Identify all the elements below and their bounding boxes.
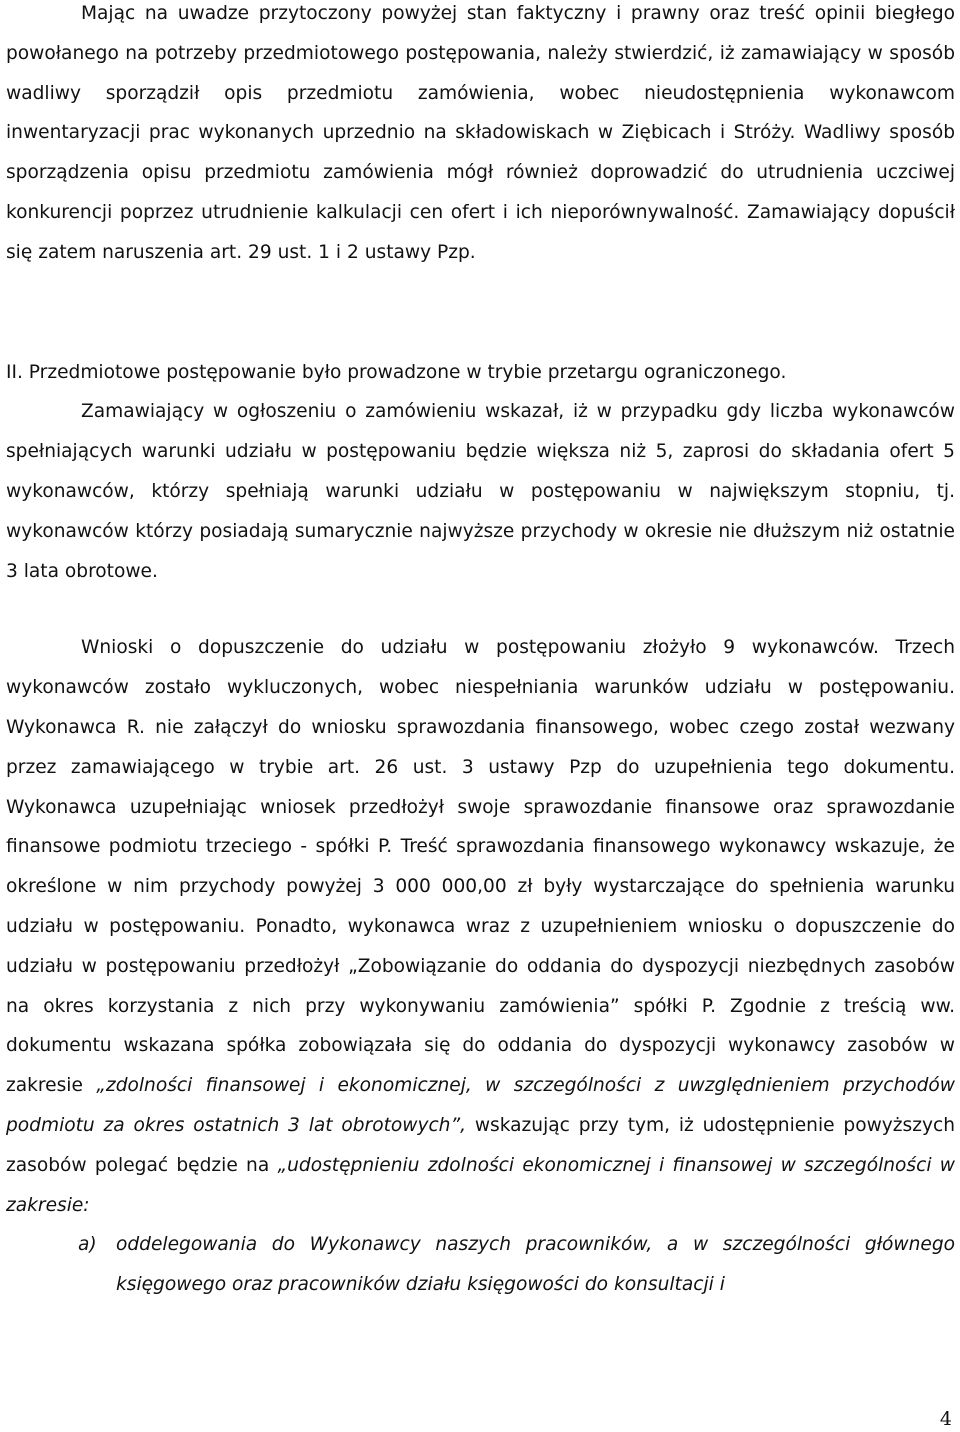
document-page [6, 0, 955, 1305]
paragraph-applications [6, 628, 955, 1225]
section-heading: II. Przedmiotowe postępowanie było prowadzone w trybie przetargu ograniczonego. [6, 361, 787, 383]
paragraph-spacer [6, 591, 955, 628]
list-marker: a) [78, 1234, 97, 1256]
paragraph-invitation-rules: Zamawiający w ogłoszeniu o zamówieniu wskazał, iż w przypadku gdy liczba wykonawców spełniających warunki udziału w postępowaniu będzie większa niż 5, zaprosi do składania ofert 5 wykonawców, którzy spełniają warunki udziału w postępowaniu w największym stopniu, tj. wykonawców którzy posiadają sumarycznie najwyższe przychody w okresie nie dłuższym niż ostatnie 3 lata obrotowe. [6, 401, 955, 582]
paragraph-text: Wnioski o dopuszczenie do udziału w postępowaniu złożyło 9 wykonawców. Trzech wykonawców zostało wykluczonych, wobec niespełniania warunków udziału w postępowaniu. Wykonawca R. nie załączył do wniosku sprawozdania finansowego, wobec czego został wezwany przez zamawiającego w trybie art. 26 ust. 3 ustawy Pzp do uzupełnienia tego dokumentu. Wykonawca uzupełniając wniosek przedłożył swoje sprawozdanie finansowe oraz sprawozdanie finansowe podmiotu trzeciego - spółki P. Treść sprawozdania finansowego wykonawcy wskazuje, że określone w nim przychody powyżej 3 000 000,00 zł były wystarczające do spełnienia warunku udziału w postępowaniu. Ponadto, wykonawca wraz z uzupełnieniem wniosku o dopuszczenie do udziału w postępowaniu przedłożył „Zobowiązanie do oddania do dyspozycji niezbędnych zasobów na okres korzystania z nich przy wykonywaniu zamówienia” spółki P. Zgodnie z treścią ww. dokumentu wskazana spółka zobowiązała się do oddania do dyspozycji wykonawcy zasobów w zakresie [6, 637, 955, 1097]
paragraph-spacer [6, 273, 955, 353]
paragraph-conclusion: Mając na uwadze przytoczony powyżej stan faktyczny i prawny oraz treść opinii biegłego powołanego na potrzeby przedmiotowego postępowania, należy stwierdzić, iż zamawiający w sposób wadliwy sporządził opis przedmiotu zamówienia, wobec nieudostępnienia wykonawcom inwentaryzacji prac wykonanych uprzednio na składowiskach w Ziębicach i Stróży. Wadliwy sposób sporządzenia opisu przedmiotu zamówienia mógł również doprowadzić do utrudnienia uczciwej konkurencji poprzez utrudnienie kalkulacji cen ofert i ich nieporównywalność. Zamawiający dopuścił się zatem naruszenia art. 29 ust. 1 i 2 ustawy Pzp. [6, 3, 955, 263]
italic-quote: „udostępnieniu zdolności ekonomicznej i finansowej w szczególności w zakresie: [6, 1154, 955, 1216]
list-item [6, 1225, 955, 1305]
list-item-text: oddelegowania do Wykonawcy naszych pracowników, a w szczególności głównego księgowego oraz pracowników działu księgowości do konsultacji i [116, 1234, 955, 1296]
italic-quote: „zdolności finansowej i ekonomicznej, w szczególności z uwzględnieniem przychodów podmiotu za okres ostatnich 3 lat obrotowych”, [6, 1075, 955, 1136]
page-number: 4 [939, 1408, 952, 1430]
paragraph-text: wskazując przy tym, iż udostępnienie powyższych zasobów polegać będzie na [6, 1114, 955, 1176]
